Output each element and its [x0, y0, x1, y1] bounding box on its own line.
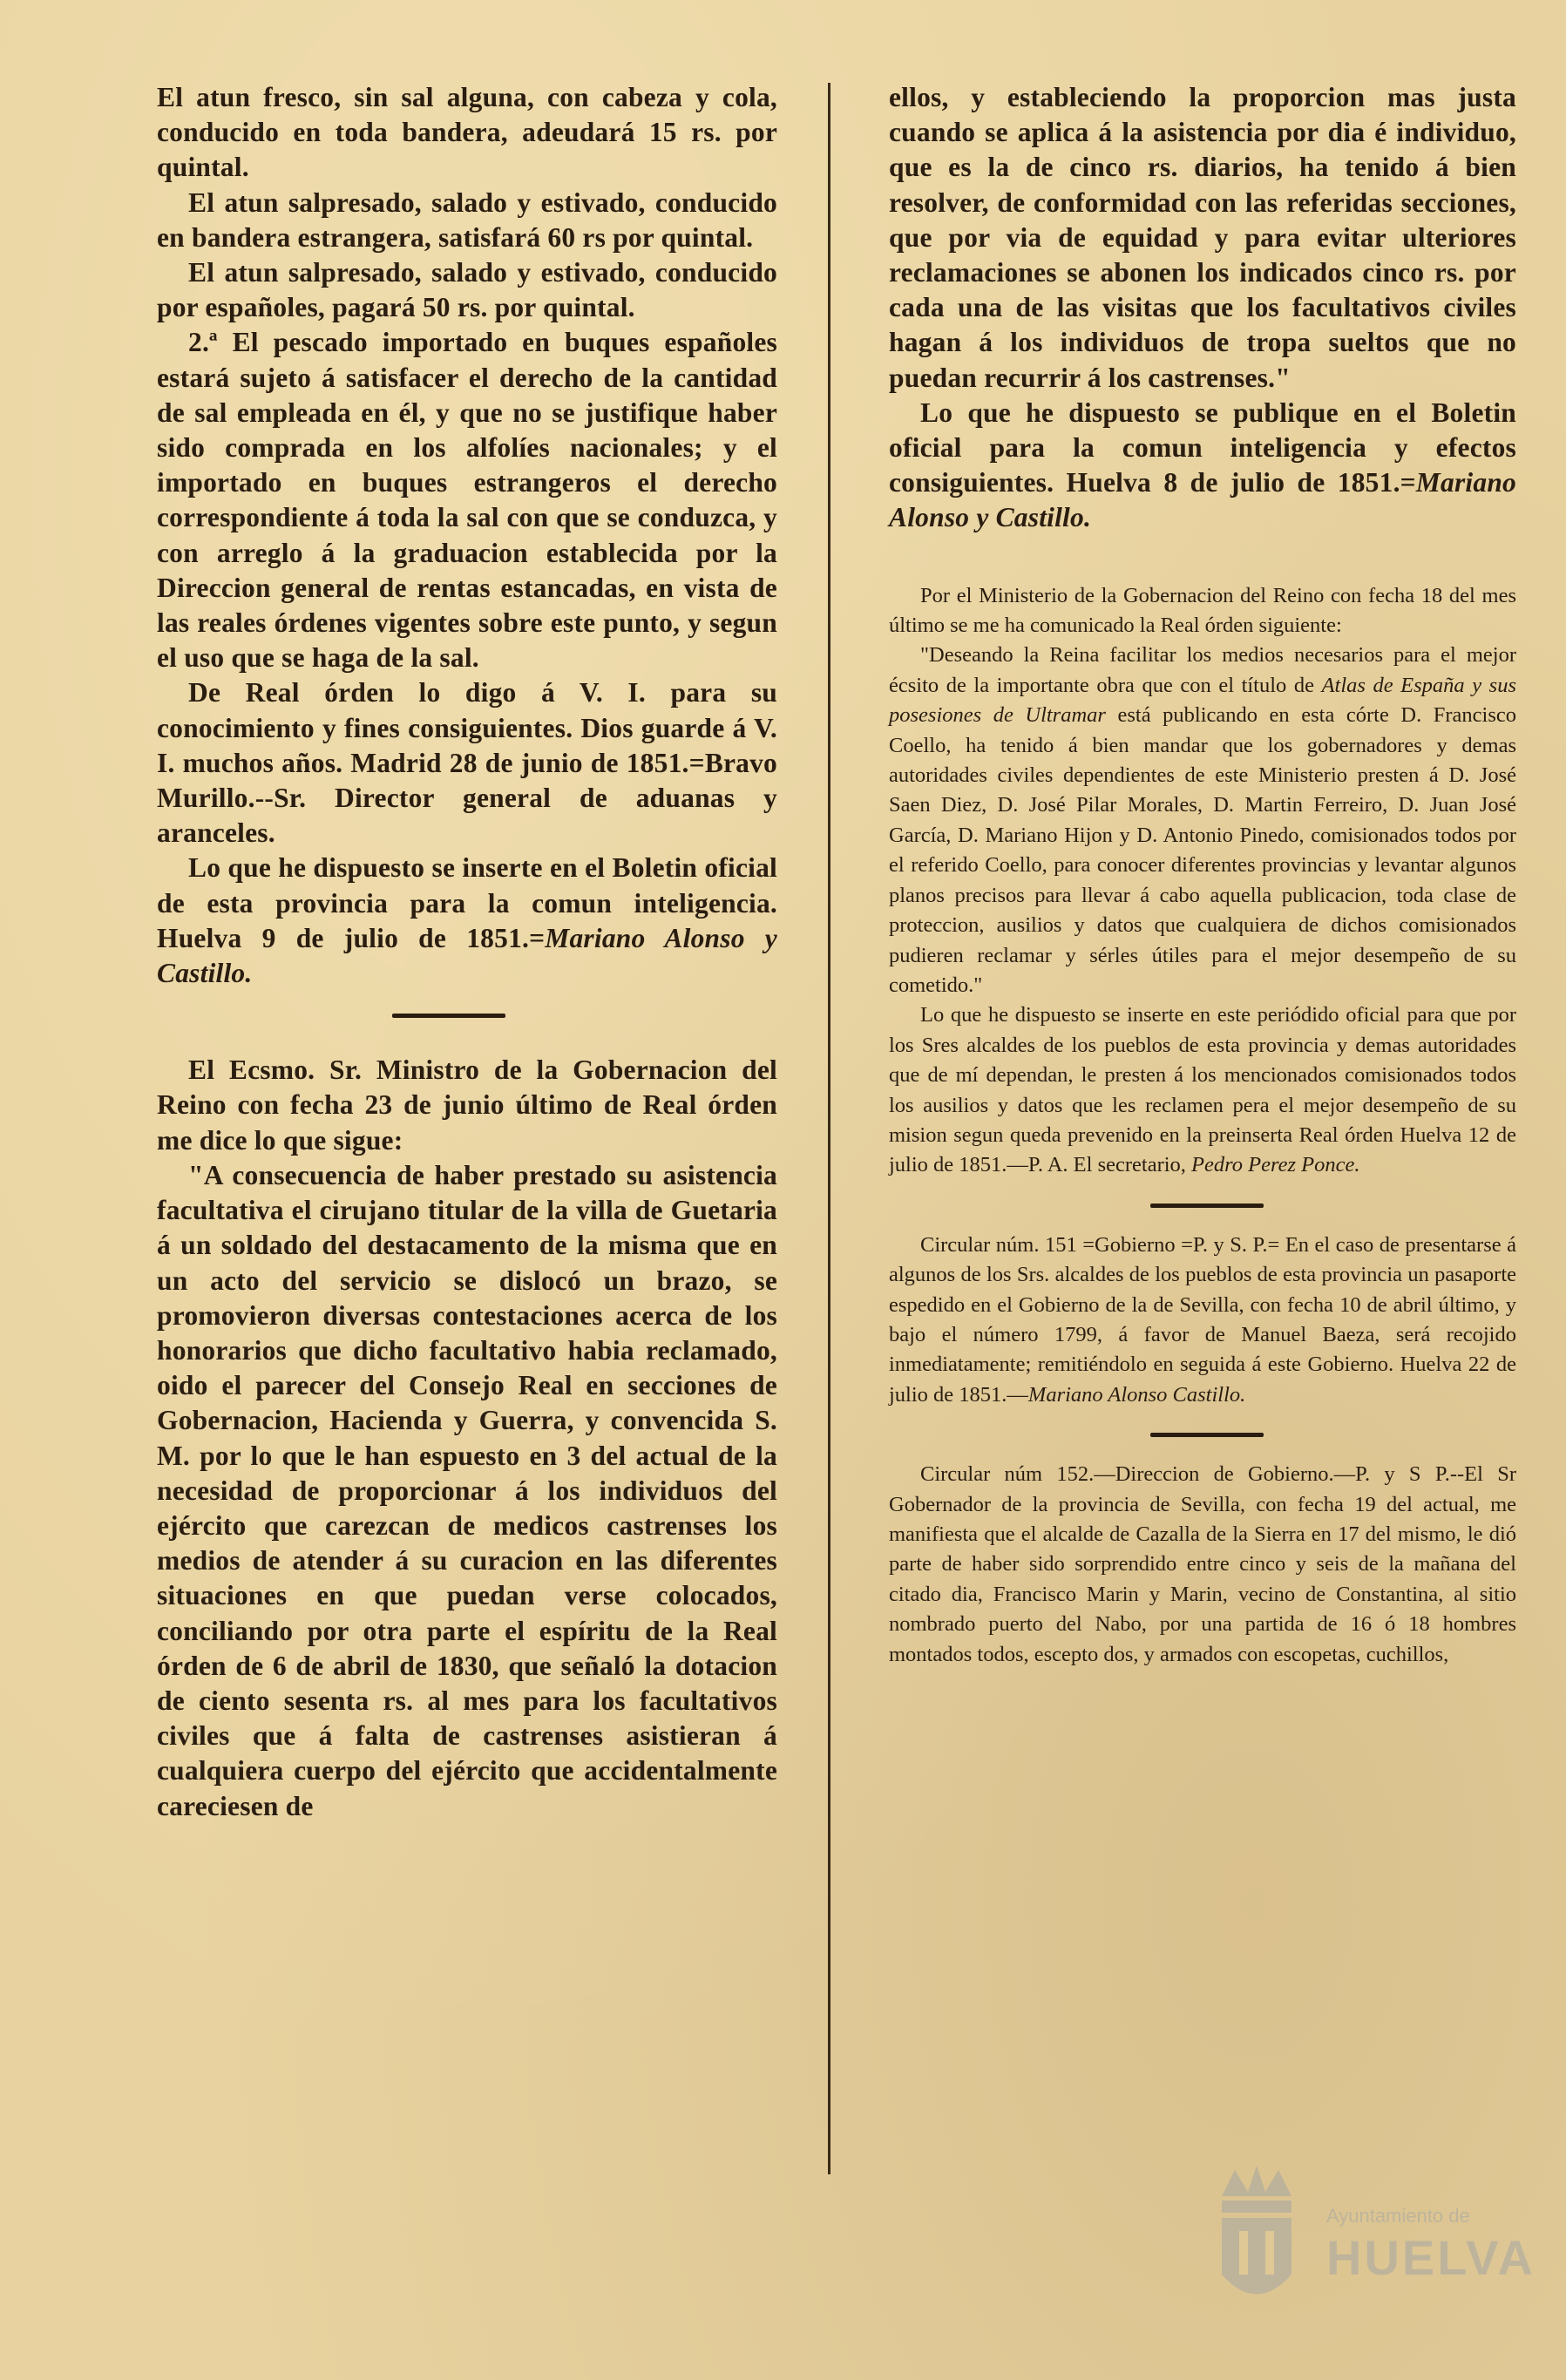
paragraph: El atun fresco, sin sal alguna, con cabeza y cola, conducido en toda bandera, adeudará 15 rs. por quintal. — [157, 82, 777, 183]
watermark-line2: HUELVA — [1326, 2230, 1535, 2285]
notice-text: Lo que he dispuesto se publique en el Boletin oficial para la comun inteligencia y efectos consiguientes. Huelva 8 de julio de 1851.= — [889, 397, 1516, 498]
notice-text: Lo que he dispuesto se inserte en el Boletin oficial de esta provincia para la comun inteligencia. Huelva 9 de julio de 1851.= — [157, 852, 777, 953]
notice-paragraph — [157, 851, 777, 991]
notice-body — [889, 641, 1516, 1000]
notice-text: "Deseando la Reina facilitar los medios necesarios para el mejor écsito de la importante obra que con el título de — [889, 643, 1516, 697]
notice-body: "A consecuencia de haber prestado su asistencia facultativa el cirujano titular de la villa de Guetaria á un soldado del destacamento de la misma que en un acto del servicio se dislocó un brazo, se promovieron diversas contestaciones acerca de los honorarios que dicho facultativo habia reclamado, oido el parecer del Consejo Real en secciones de Gobernacion, Hacienda y Guerra, y convencida S. M. por lo que le han espuesto en 3 del actual de la necesidad de proporcionar á los individuos del ejército que carezcan de medicos castrenses los medios de atender á su curacion en las diferentes situaciones en que puedan verse colocados, conciliando por otra parte el espíritu de la Real órden de 6 de abril de 1830, que señaló la dotacion de ciento sesenta rs. al mes para los facultativos civiles que á falta de castrenses asistieran á cualquiera cuerpo del ejército que accidentalmente careciesen de — [157, 1159, 777, 1821]
signature: Mariano Alonso y Castillo. — [157, 922, 777, 989]
crown-shield-icon — [1204, 2161, 1309, 2318]
paragraph: De Real órden lo digo á V. I. para su conocimiento y fines consiguientes. Dios guarde á V. I. muchos años. Madrid 28 de junio de 1851.=Bravo Murillo.--Sr. Director general de aduanas y aranceles. — [157, 677, 777, 849]
notice-paragraph — [889, 1231, 1516, 1410]
notice-heading: El Ecsmo. Sr. Ministro de la Gobernacion del Reino con fecha 23 de junio último de Real órden me dice lo que sigue: — [157, 1054, 777, 1156]
notice-text: Lo que he dispuesto se inserte en este periódido oficial para que por los Sres alcaldes de los pueblos de esta provincia y demas autoridades que de mí dependan, le presten á los mencionados comisionados todos los ausilios y datos que les reclamen pera el mejor desempeño de su mision segun queda prevenido en la preinserta Real órden Huelva 12 de julio de 1851.—P. A. El secretario, — [889, 1003, 1516, 1177]
paragraph: El atun salpresado, salado y estivado, conducido en bandera estrangera, satisfará 60 rs por quintal. — [157, 186, 777, 253]
paragraph: El atun salpresado, salado y estivado, conducido por españoles, pagará 50 rs. por quintal. — [157, 257, 777, 323]
right-column — [889, 80, 1516, 1670]
notice-paragraph: Circular núm 152.—Direccion de Gobierno.—P. y S P.--El Sr Gobernador de la provincia de Sevilla, con fecha 19 del actual, me manifiesta que el alcalde de Cazalla de la Sierra en 17 del mismo, le dió parte de haber sido sorprendido entre cinco y seis de la mañana del citado dia, Francisco Marin y Marin, vecino de Constantina, al sitio nombrado puerto del Nabo, por una partida de 16 ó 18 hombres montados todos, escepto dos, y armados con escopetas, cuchillos, — [889, 1462, 1516, 1666]
paragraph: ellos, y estableciendo la proporcion mas justa cuando se aplica á la asistencia por dia é individuo, que es la de cinco rs. diarios, ha tenido á bien resolver, de conformidad con las referidas secciones, que por via de equidad y para evitar ulteriores reclamaciones se abonen los indicados cinco rs. por cada una de las visitas que los facultativos civiles hagan á los individuos de tropa sueltos que no puedan recurrir á los castrenses." — [889, 82, 1516, 393]
column-divider — [828, 83, 830, 2174]
signature: Mariano Alonso Castillo. — [1027, 1382, 1246, 1407]
publication-title: Atlas de España y sus posesiones de Ultramar — [889, 673, 1517, 728]
notice-text: Circular núm. 151 =Gobierno =P. y S. P.= En el caso de presentarse á algunos de los Srs. alcaldes de los pueblos de esta provincia un pasaporte espedido en el Gobierno de la de Sevilla, con fecha 10 de abril último, y bajo el número 1799, á favor de Manuel Baeza, será recojido inmediatamente; remitiéndolo en seguida á este Gobierno. Huelva 22 de julio de 1851.— — [889, 1232, 1516, 1407]
notice-paragraph — [889, 1000, 1516, 1180]
left-column — [157, 80, 777, 1824]
signature: Pedro Perez Ponce. — [1191, 1153, 1360, 1177]
notice-text: está publicando en esta córte D. Francisco Coello, ha tenido á bien mandar que los gobernadores y demas autoridades civiles dependientes de este Ministerio presten á D. José Saen Diez, D. José Pilar Morales, D. Martin Ferreiro, D. Juan José García, D. Mariano Hijon y D. Antonio Pinedo, comisionados todos por el referido Coello, para conocer diferentes provincias y levantar algunos planos precisos para llevar á cabo aquella publicacion, toda clase de proteccion, ausilios y datos que cualquiera de dichos comisionados pudieren reclamar y sérles útiles para el mejor desempeño de su cometido." — [889, 703, 1516, 997]
watermark-line1: Ayuntamiento de — [1326, 2205, 1470, 2227]
notice-paragraph — [889, 396, 1516, 536]
paragraph: 2.ª El pescado importado en buques españoles estará sujeto á satisfacer el derecho de la cantidad de sal empleada en él, y que no se justifique haber sido comprada en los alfolíes nacionales; y el importado en buques estrangeros el derecho correspondiente á toda la sal con que se conduzca, y con arreglo á la graduacion establecida por la Direccion general de rentas estancadas, en vista de las reales órdenes vigentes sobre este punto, y segun el uso que se haga de la sal. — [157, 327, 777, 674]
notice-intro: Por el Ministerio de la Gobernacion del Reino con fecha 18 del mes último se me ha comunicado la Real órden siguiente: — [889, 583, 1516, 638]
watermark — [1204, 2161, 1535, 2318]
signature: Mariano Alonso y Castillo. — [889, 467, 1516, 533]
